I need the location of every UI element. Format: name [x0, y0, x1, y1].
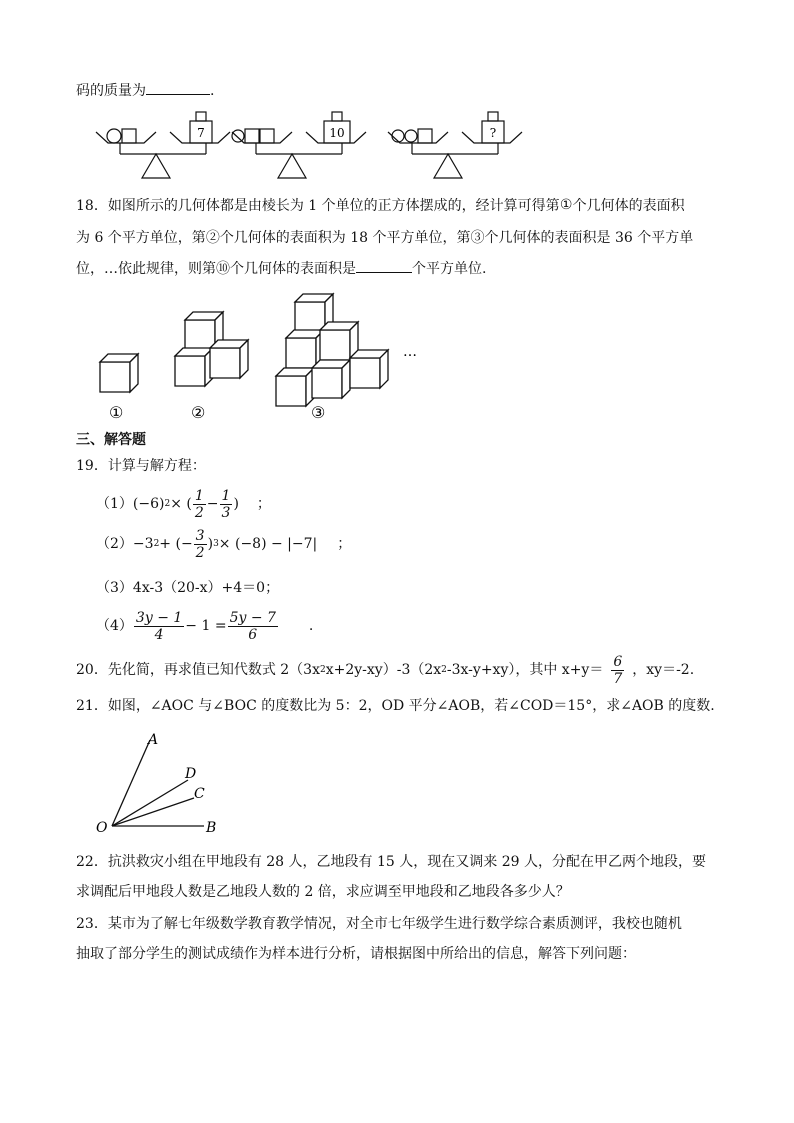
cube-shape	[260, 129, 274, 143]
denominator: 2	[195, 544, 205, 561]
math-text: .	[308, 618, 314, 634]
math-text: (−6)	[132, 496, 165, 512]
q20-text: ，xy＝-2.	[632, 662, 695, 678]
math-text: )	[207, 536, 214, 552]
math-text: × (	[170, 496, 192, 512]
question-number: 22．	[76, 854, 108, 870]
question-number: 18．	[76, 198, 108, 214]
q18-text: 个几何体的表面积是 36 个平方单	[484, 230, 694, 246]
point-label-O: O	[96, 820, 108, 836]
figure-label-1: ①	[109, 403, 124, 422]
fraction	[134, 610, 184, 643]
ball-shape	[405, 130, 417, 142]
exponent: 2	[320, 665, 326, 675]
q17-tail-text: 码的质量为	[76, 83, 146, 99]
circled-number: ⑩	[216, 261, 230, 277]
q20-text: 先化简，再求值已知代数式 2（3x	[107, 662, 320, 678]
circled-number: ②	[205, 230, 220, 246]
q18-text: 如图所示的几何体都是由棱长为 1 个单位的正方体摆成的，经计算可得第	[107, 198, 560, 214]
q18-text: 个几何体的表面积是	[230, 261, 356, 277]
q19-part-1	[96, 486, 271, 522]
denominator: 6	[248, 626, 258, 643]
question-number: 19．	[76, 458, 108, 474]
fraction	[611, 654, 624, 687]
numerator: 5y − 7	[229, 609, 276, 626]
denominator: 7	[613, 670, 623, 687]
q18-text: 位，…依此规律，则第	[76, 261, 216, 277]
q20-text: x+2y-xy）-3（2x	[325, 662, 442, 678]
section-title: 三、解答题	[76, 432, 146, 448]
q19-part-3: （3）4x-3（20-x）+4＝0；	[96, 580, 280, 596]
fraction	[193, 488, 206, 521]
q18-text: 个平方单位.	[412, 261, 487, 277]
q23-text: 某市为了解七年级数学教育教学情况，对全市七年级学生进行数学综合素质测评，我校也随机	[107, 916, 682, 932]
math-text: ；	[337, 536, 352, 552]
q18-text: 个几何体的表面积	[572, 198, 685, 214]
circled-number: ①	[559, 197, 573, 213]
point-label-C: C	[194, 786, 205, 802]
part-label: （4）	[96, 618, 133, 634]
weight-box-3-label: ?	[489, 126, 497, 140]
math-text: − 1 =	[185, 618, 227, 634]
ball-shape	[107, 129, 121, 143]
question-number: 20．	[76, 662, 108, 678]
weight-box-2-label: 10	[329, 126, 345, 140]
q19-title-line	[76, 456, 206, 476]
q19-part-2	[96, 526, 351, 562]
denominator: 3	[221, 504, 231, 521]
cube-shape	[245, 129, 259, 143]
ray-OA	[112, 740, 150, 826]
exponent: 2	[164, 499, 171, 509]
q23-line-1	[76, 914, 682, 934]
q21-text: 如图，∠AOC 与∠BOC 的度数比为 5：2，OD 平分∠AOB，若∠COD＝15°，求∠AOB 的度数.	[107, 698, 715, 714]
numerator: 3y − 1	[135, 609, 183, 626]
math-text: × (−8) − |−7|	[218, 536, 318, 552]
q18-line-1	[76, 196, 685, 216]
balance-scale-1	[96, 112, 230, 178]
exponent: 2	[441, 665, 447, 675]
part-label: （2）	[96, 536, 133, 552]
fraction	[220, 488, 233, 521]
point-label-B: B	[206, 820, 217, 836]
denominator: 4	[154, 626, 164, 643]
numerator: 6	[613, 653, 623, 670]
q17-tail-line	[76, 80, 214, 101]
q22-line-1	[76, 852, 706, 872]
angle-diagram	[90, 728, 230, 838]
q18-line-2	[76, 228, 693, 248]
ray-OC	[112, 798, 194, 826]
numerator: 3	[195, 527, 205, 544]
balance-scale-3	[388, 112, 522, 178]
ellipsis: …	[403, 344, 417, 360]
figure-label-2: ②	[191, 403, 206, 422]
point-label-A: A	[148, 732, 159, 748]
q22-line-2: 求调配后甲地段人数是乙地段人数的 2 倍，求应调至甲地段和乙地段各多少人？	[76, 884, 570, 900]
part-label: （1）	[96, 496, 133, 512]
q21-line	[76, 696, 715, 716]
q22-text: 抗洪救灾小组在甲地段有 28 人，乙地段有 15 人，现在又调来 29 人，分配在甲乙两个地段，要	[107, 854, 706, 870]
q18-line-3	[76, 258, 486, 279]
math-text: + (−	[159, 536, 193, 552]
cube-shape	[122, 129, 136, 143]
answer-blank	[356, 258, 412, 273]
cube-stack-figure	[90, 290, 430, 430]
exponent: 2	[153, 539, 160, 549]
ray-OD	[112, 780, 188, 826]
q20-line	[76, 652, 694, 688]
ball-shape	[392, 130, 404, 142]
math-text: −	[206, 496, 219, 512]
question-number: 23．	[76, 916, 108, 932]
point-label-D: D	[185, 766, 197, 782]
math-text: ；	[256, 496, 271, 512]
q19-part-4	[96, 606, 313, 646]
numerator: 1	[221, 487, 231, 504]
question-number: 21．	[76, 698, 108, 714]
numerator: 1	[194, 487, 204, 504]
balance-scales-figure	[88, 110, 528, 182]
q19-title: 计算与解方程：	[107, 458, 206, 474]
cube-1	[100, 354, 138, 392]
figure-label-3: ③	[311, 403, 326, 422]
fraction	[194, 528, 207, 561]
weight-box-1-label: 7	[197, 126, 205, 140]
exponent: 3	[213, 539, 219, 549]
q18-text: 个几何体的表面积为 18 个平方单位，第	[219, 230, 471, 246]
q18-text: 为 6 个平方单位，第	[76, 230, 206, 246]
ball-shape	[232, 130, 244, 142]
circled-number: ③	[470, 230, 485, 246]
denominator: 2	[194, 504, 204, 521]
fraction	[228, 610, 278, 643]
q23-line-2: 抽取了部分学生的测试成绩作为样本进行分析，请根据图中所给出的信息，解答下列问题：	[76, 946, 636, 962]
answer-blank	[146, 80, 210, 95]
math-text: )	[233, 496, 239, 512]
q17-tail-end: .	[210, 83, 215, 99]
cube-shape	[418, 129, 432, 143]
q20-text: -3x-y+xy），其中 x+y＝	[446, 662, 604, 678]
math-text: −3	[132, 536, 154, 552]
balance-scale-2	[232, 112, 366, 178]
